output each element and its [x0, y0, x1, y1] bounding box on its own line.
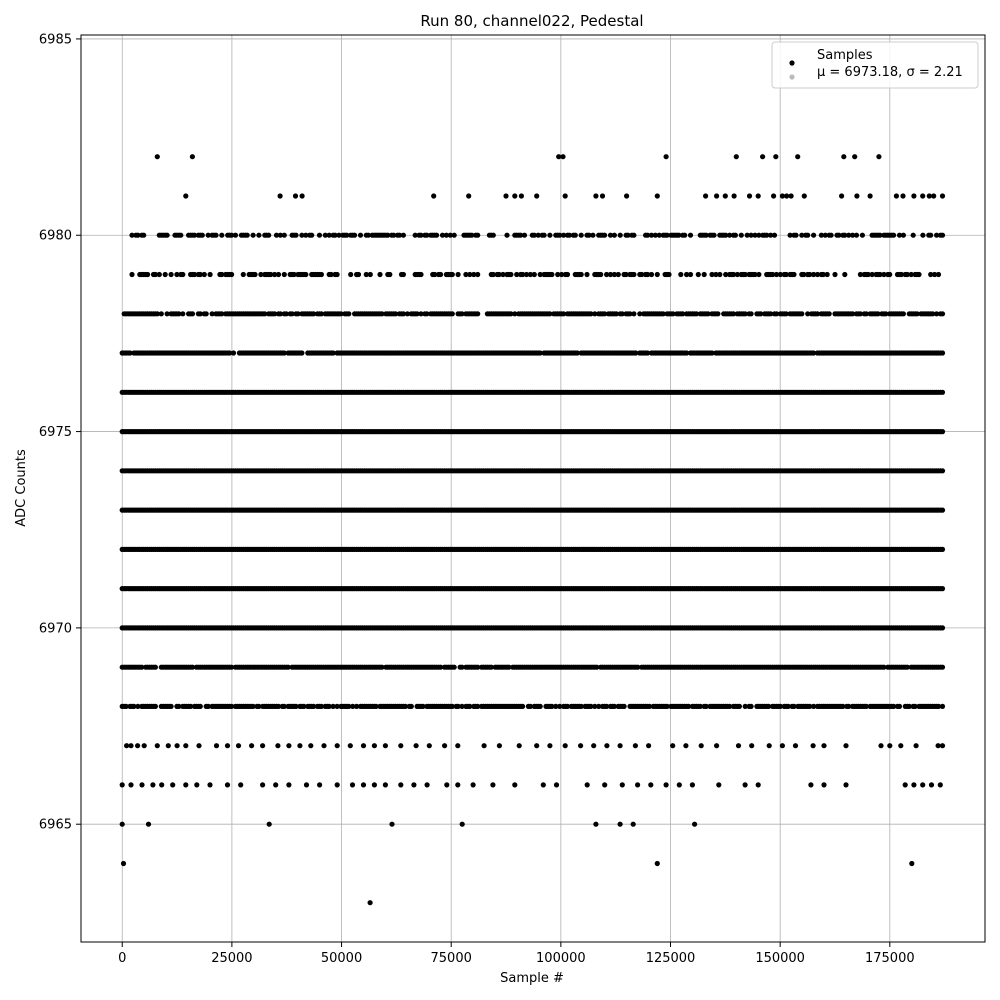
- sample-point: [887, 743, 892, 748]
- sample-point: [666, 272, 671, 277]
- sample-point: [911, 233, 916, 238]
- sample-point: [920, 193, 925, 198]
- sample-point: [649, 272, 654, 277]
- sample-point: [282, 272, 287, 277]
- sample-point: [183, 782, 188, 787]
- sample-point: [682, 233, 687, 238]
- sample-point: [236, 743, 241, 748]
- sample-point: [190, 154, 195, 159]
- sample-point: [829, 233, 834, 238]
- sample-point: [455, 743, 460, 748]
- sample-point: [547, 743, 552, 748]
- sample-point: [791, 272, 796, 277]
- sample-point: [578, 743, 583, 748]
- sample-point: [153, 665, 158, 670]
- sample-point: [308, 743, 313, 748]
- sample-point: [219, 233, 224, 238]
- sample-point: [598, 272, 603, 277]
- sample-point: [238, 782, 243, 787]
- sample-point: [348, 272, 353, 277]
- sample-point: [793, 233, 798, 238]
- sample-point: [120, 782, 125, 787]
- sample-point: [734, 154, 739, 159]
- sample-point: [482, 743, 487, 748]
- sample-point: [200, 233, 205, 238]
- sample-point: [897, 704, 902, 709]
- sample-point: [497, 743, 502, 748]
- sample-point: [165, 233, 170, 238]
- sample-point: [252, 272, 257, 277]
- sample-point: [159, 311, 164, 316]
- sample-point: [275, 743, 280, 748]
- sample-point: [398, 782, 403, 787]
- sample-point: [304, 782, 309, 787]
- sample-point: [670, 743, 675, 748]
- sample-point: [214, 743, 219, 748]
- sample-point: [180, 311, 185, 316]
- sample-point: [811, 743, 816, 748]
- sample-point: [249, 743, 254, 748]
- sample-point: [646, 743, 651, 748]
- sample-point: [773, 154, 778, 159]
- sample-point: [418, 272, 423, 277]
- sample-point: [414, 743, 419, 748]
- sample-point: [714, 193, 719, 198]
- sample-point: [491, 233, 496, 238]
- sample-point: [560, 154, 565, 159]
- sample-point: [293, 233, 298, 238]
- sample-point: [155, 743, 160, 748]
- sample-point: [475, 272, 480, 277]
- sample-point: [563, 193, 568, 198]
- sample-point: [293, 193, 298, 198]
- sample-point: [914, 743, 919, 748]
- sample-point: [584, 272, 589, 277]
- sample-point: [936, 272, 941, 277]
- sample-point: [842, 272, 847, 277]
- sample-point: [475, 233, 480, 238]
- sample-point: [702, 272, 707, 277]
- sample-point: [335, 743, 340, 748]
- sample-point: [241, 272, 246, 277]
- sample-point: [335, 272, 340, 277]
- sample-point: [618, 233, 623, 238]
- sample-point: [352, 233, 357, 238]
- sample-point: [321, 743, 326, 748]
- sample-point: [940, 586, 945, 591]
- sample-point: [631, 311, 636, 316]
- sample-point: [425, 782, 430, 787]
- sample-point: [450, 272, 455, 277]
- sample-point: [590, 233, 595, 238]
- sample-point: [452, 665, 457, 670]
- sample-point: [747, 193, 752, 198]
- sample-point: [749, 704, 754, 709]
- sample-point: [180, 272, 185, 277]
- sample-point: [565, 272, 570, 277]
- sample-point: [703, 193, 708, 198]
- sample-point: [522, 233, 527, 238]
- sample-point: [683, 743, 688, 748]
- sample-point: [821, 743, 826, 748]
- sample-point: [618, 743, 623, 748]
- sample-point: [401, 272, 406, 277]
- sample-point: [198, 704, 203, 709]
- sample-point: [940, 547, 945, 552]
- sample-point: [141, 233, 146, 238]
- sample-point: [442, 743, 447, 748]
- sample-point: [299, 350, 304, 355]
- sample-point: [827, 311, 832, 316]
- sample-point: [928, 233, 933, 238]
- sample-point: [631, 272, 636, 277]
- sample-point: [916, 272, 921, 277]
- sample-point: [538, 704, 543, 709]
- sample-point: [145, 272, 150, 277]
- sample-point: [503, 193, 508, 198]
- sample-point: [655, 193, 660, 198]
- sample-point: [940, 743, 945, 748]
- sample-point: [832, 272, 837, 277]
- sample-point: [204, 311, 209, 316]
- sample-point: [303, 272, 308, 277]
- sample-point: [699, 743, 704, 748]
- sample-point: [760, 154, 765, 159]
- sample-point: [411, 782, 416, 787]
- chart-title: Run 80, channel022, Pedestal: [420, 12, 644, 30]
- sample-point: [901, 233, 906, 238]
- sample-point: [931, 193, 936, 198]
- sample-point: [225, 743, 230, 748]
- sample-point: [372, 743, 377, 748]
- sample-point: [600, 193, 605, 198]
- sample-point: [335, 782, 340, 787]
- sample-point: [225, 782, 230, 787]
- sample-point: [409, 704, 414, 709]
- sample-point: [517, 743, 522, 748]
- sample-point: [155, 154, 160, 159]
- sample-point: [688, 233, 693, 238]
- sample-point: [940, 311, 945, 316]
- sample-point: [194, 782, 199, 787]
- sample-point: [711, 233, 716, 238]
- sample-point: [508, 272, 513, 277]
- sample-point: [624, 193, 629, 198]
- sample-point: [383, 743, 388, 748]
- sample-point: [714, 743, 719, 748]
- sample-point: [348, 743, 353, 748]
- sample-point: [547, 233, 552, 238]
- sample-point: [398, 743, 403, 748]
- sample-point: [542, 233, 547, 238]
- sample-point: [901, 311, 906, 316]
- sample-point: [940, 704, 945, 709]
- sample-point: [696, 272, 701, 277]
- sample-point: [940, 390, 945, 395]
- sample-point: [715, 311, 720, 316]
- sample-point: [135, 743, 140, 748]
- sample-point: [749, 311, 754, 316]
- sample-point: [780, 743, 785, 748]
- sample-point: [805, 233, 810, 238]
- sample-point: [579, 272, 584, 277]
- sample-point: [169, 704, 174, 709]
- sample-point: [799, 311, 804, 316]
- sample-point: [749, 743, 754, 748]
- sample-point: [839, 193, 844, 198]
- sample-point: [612, 233, 617, 238]
- sample-point: [368, 272, 373, 277]
- sample-point: [256, 233, 261, 238]
- sample-point: [273, 782, 278, 787]
- sample-point: [655, 272, 660, 277]
- sample-point: [183, 193, 188, 198]
- sample-point: [178, 233, 183, 238]
- sample-point: [622, 704, 627, 709]
- sample-point: [202, 272, 207, 277]
- sample-point: [276, 272, 281, 277]
- sample-point: [756, 272, 761, 277]
- sample-point: [317, 782, 322, 787]
- sample-point: [534, 743, 539, 748]
- sample-point: [900, 193, 905, 198]
- sample-point: [452, 233, 457, 238]
- sample-point: [150, 782, 155, 787]
- sample-point: [346, 311, 351, 316]
- sample-point: [549, 272, 554, 277]
- sample-point: [450, 311, 455, 316]
- sample-point: [128, 743, 133, 748]
- sample-point: [356, 272, 361, 277]
- sample-point: [911, 193, 916, 198]
- sample-point: [739, 233, 744, 238]
- sample-point: [456, 272, 461, 277]
- sample-point: [920, 233, 925, 238]
- sample-point: [854, 233, 859, 238]
- sample-point: [772, 233, 777, 238]
- sample-point: [756, 193, 761, 198]
- sample-point: [512, 193, 517, 198]
- sample-point: [170, 782, 175, 787]
- sample-point: [940, 350, 945, 355]
- sample-point: [251, 233, 256, 238]
- sample-point: [887, 272, 892, 277]
- sample-point: [159, 782, 164, 787]
- sample-point: [317, 233, 322, 238]
- sample-point: [196, 743, 201, 748]
- sample-point: [208, 272, 213, 277]
- sample-point: [811, 233, 816, 238]
- sample-point: [852, 154, 857, 159]
- sample-point: [825, 272, 830, 277]
- sample-point: [688, 272, 693, 277]
- sample-point: [633, 743, 638, 748]
- sample-point: [602, 233, 607, 238]
- sample-point: [175, 743, 180, 748]
- sample-point: [795, 154, 800, 159]
- sample-point: [519, 193, 524, 198]
- sample-point: [532, 272, 537, 277]
- sample-point: [876, 154, 881, 159]
- sample-point: [260, 743, 265, 748]
- sample-point: [128, 782, 133, 787]
- sample-point: [631, 233, 636, 238]
- sample-point: [350, 782, 355, 787]
- sample-point: [129, 272, 134, 277]
- sample-point: [579, 233, 584, 238]
- sample-point: [940, 429, 945, 434]
- sample-point: [736, 743, 741, 748]
- sample-point: [139, 782, 144, 787]
- sample-point: [183, 743, 188, 748]
- sample-point: [940, 625, 945, 630]
- sample-point: [854, 193, 859, 198]
- sample-point: [282, 233, 287, 238]
- sample-point: [732, 193, 737, 198]
- sample-point: [166, 743, 171, 748]
- sample-point: [153, 704, 158, 709]
- sample-point: [860, 233, 865, 238]
- sample-point: [616, 272, 621, 277]
- sample-point: [361, 782, 366, 787]
- sample-point: [593, 193, 598, 198]
- sample-point: [434, 233, 439, 238]
- sample-point: [438, 272, 443, 277]
- sample-point: [723, 193, 728, 198]
- sample-point: [841, 154, 846, 159]
- sample-point: [664, 154, 669, 159]
- sample-point: [157, 272, 162, 277]
- sample-point: [520, 704, 525, 709]
- sample-point: [377, 272, 382, 277]
- sample-point: [771, 193, 776, 198]
- sample-point: [940, 233, 945, 238]
- sample-point: [387, 272, 392, 277]
- sample-point: [604, 743, 609, 748]
- sample-point: [878, 743, 883, 748]
- sample-point: [163, 272, 168, 277]
- sample-point: [678, 272, 683, 277]
- sample-point: [300, 193, 305, 198]
- sample-point: [868, 193, 873, 198]
- sample-point: [717, 272, 722, 277]
- sample-point: [207, 782, 212, 787]
- sample-point: [383, 782, 388, 787]
- sample-point: [233, 233, 238, 238]
- sample-point: [358, 233, 363, 238]
- sample-point: [573, 233, 578, 238]
- sample-point: [843, 743, 848, 748]
- sample-point: [466, 193, 471, 198]
- sample-point: [286, 743, 291, 748]
- sample-point: [733, 233, 738, 238]
- sample-point: [245, 233, 250, 238]
- sample-point: [266, 233, 271, 238]
- sample-point: [213, 233, 218, 238]
- sample-point: [802, 193, 807, 198]
- sample-point: [894, 193, 899, 198]
- sample-point: [563, 743, 568, 748]
- sample-point: [278, 193, 283, 198]
- sample-point: [142, 743, 147, 748]
- sample-point: [940, 193, 945, 198]
- sample-point: [231, 350, 236, 355]
- sample-point: [427, 743, 432, 748]
- sample-point: [591, 743, 596, 748]
- sample-point: [534, 193, 539, 198]
- sample-point: [940, 665, 945, 670]
- sample-point: [309, 233, 314, 238]
- sample-point: [372, 782, 377, 787]
- sample-point: [229, 272, 234, 277]
- sample-point: [169, 272, 174, 277]
- sample-point: [297, 743, 302, 748]
- sample-point: [789, 193, 794, 198]
- sample-point: [260, 782, 265, 787]
- sample-point: [737, 704, 742, 709]
- sample-point: [793, 743, 798, 748]
- sample-point: [319, 272, 324, 277]
- sample-point: [431, 193, 436, 198]
- sample-point: [361, 743, 366, 748]
- sample-point: [286, 782, 291, 787]
- sample-point: [504, 233, 509, 238]
- sample-point: [190, 311, 195, 316]
- sample-point: [940, 468, 945, 473]
- sample-point: [898, 743, 903, 748]
- sample-point: [767, 743, 772, 748]
- sample-point: [891, 233, 896, 238]
- sample-point: [940, 508, 945, 513]
- sample-point: [475, 311, 480, 316]
- sample-point: [401, 233, 406, 238]
